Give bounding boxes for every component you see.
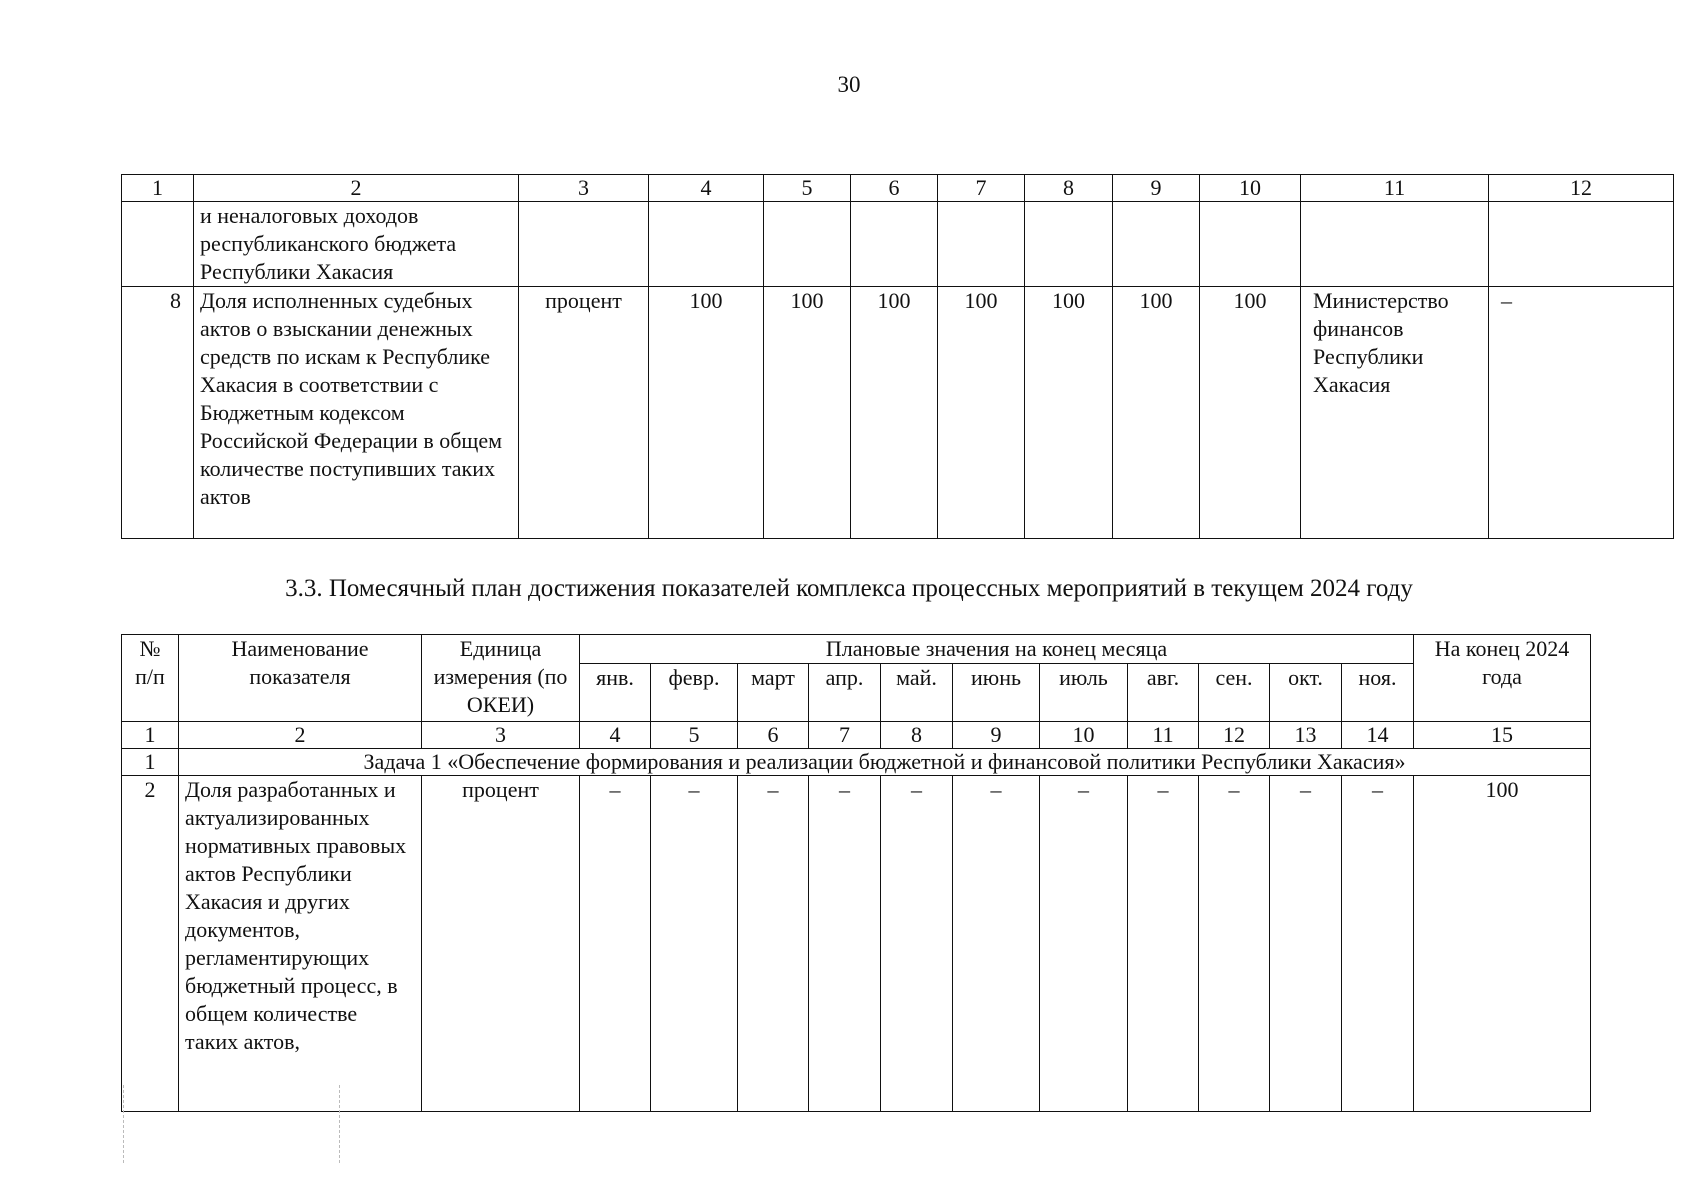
month-value: –	[651, 776, 738, 1112]
indicator-name: Доля разработанных и актуализированных нормативных правовых актов Республики Хакасия и других документов, регламентирующих бюджетный процесс, в общем количестве таких актов,	[179, 776, 422, 1112]
value-cell: 100	[764, 287, 851, 539]
column-header-name: Наименование показателя	[179, 635, 422, 722]
column-index: 4	[649, 175, 764, 202]
indicator-name: и неналоговых доходов республиканского бюджета Республики Хакасия	[194, 202, 519, 287]
column-index: 6	[738, 722, 809, 749]
row-number	[122, 202, 194, 287]
column-index: 4	[580, 722, 651, 749]
column-index: 1	[122, 722, 179, 749]
column-index: 10	[1040, 722, 1128, 749]
empty-cell	[1025, 202, 1113, 287]
empty-cell	[1301, 202, 1489, 287]
monthly-plan-table	[121, 634, 1591, 1112]
month-value: –	[953, 776, 1040, 1112]
column-index: 2	[194, 175, 519, 202]
column-index: 3	[519, 175, 649, 202]
column-index: 11	[1301, 175, 1489, 202]
task-row	[122, 749, 1591, 776]
column-index: 2	[179, 722, 422, 749]
faded-stamp-image	[123, 1085, 340, 1163]
column-index: 12	[1199, 722, 1270, 749]
column-index: 12	[1489, 175, 1674, 202]
column-index: 6	[851, 175, 938, 202]
month-value: –	[1342, 776, 1414, 1112]
month-header: окт.	[1270, 664, 1342, 722]
column-index: 14	[1342, 722, 1414, 749]
empty-cell	[1113, 202, 1200, 287]
responsible-cell: Министерство финансов Республики Хакасия	[1301, 287, 1489, 539]
column-index: 5	[651, 722, 738, 749]
month-header: сен.	[1199, 664, 1270, 722]
empty-cell	[938, 202, 1025, 287]
empty-cell	[1200, 202, 1301, 287]
section-title: 3.3. Помесячный план достижения показателей комплекса процессных мероприятий в текущем 2024 году	[285, 575, 1413, 602]
month-header: май.	[881, 664, 953, 722]
value-cell: 100	[851, 287, 938, 539]
column-index: 9	[1113, 175, 1200, 202]
empty-cell	[1489, 202, 1674, 287]
column-index: 3	[422, 722, 580, 749]
value-cell: 100	[649, 287, 764, 539]
unit-cell: процент	[519, 287, 649, 539]
column-index: 7	[809, 722, 881, 749]
month-header: март	[738, 664, 809, 722]
column-header-number: № п/п	[122, 635, 179, 722]
column-index-row	[122, 175, 1674, 202]
value-cell: 100	[938, 287, 1025, 539]
column-index: 11	[1128, 722, 1199, 749]
column-index: 8	[881, 722, 953, 749]
column-index: 8	[1025, 175, 1113, 202]
month-value: –	[738, 776, 809, 1112]
task-title: Задача 1 «Обеспечение формирования и реализации бюджетной и финансовой политики Республики Хакасия»	[179, 749, 1591, 776]
month-value: –	[881, 776, 953, 1112]
indicator-name: Доля исполненных судебных актов о взыскании денежных средств по искам к Республике Хакасия в соответствии с Бюджетным кодексом Российской Федерации в общем количестве поступивших таких актов	[194, 287, 519, 539]
row-number: 2	[122, 776, 179, 1112]
header-row	[122, 635, 1591, 664]
month-header: июль	[1040, 664, 1128, 722]
row-number: 8	[122, 287, 194, 539]
column-header-end: На конец 2024 года	[1414, 635, 1591, 722]
value-cell: 100	[1200, 287, 1301, 539]
column-index: 15	[1414, 722, 1591, 749]
note-cell: –	[1489, 287, 1674, 539]
column-index: 10	[1200, 175, 1301, 202]
column-header-plan: Плановые значения на конец месяца	[580, 635, 1414, 664]
month-value: –	[580, 776, 651, 1112]
empty-cell	[764, 202, 851, 287]
month-value: –	[809, 776, 881, 1112]
month-header: авг.	[1128, 664, 1199, 722]
column-index-row	[122, 722, 1591, 749]
table-row	[122, 202, 1674, 287]
empty-cell	[519, 202, 649, 287]
indicators-table-continuation	[121, 174, 1674, 539]
value-cell: 100	[1025, 287, 1113, 539]
month-header: янв.	[580, 664, 651, 722]
column-index: 9	[953, 722, 1040, 749]
month-header: февр.	[651, 664, 738, 722]
column-index: 5	[764, 175, 851, 202]
month-value: –	[1128, 776, 1199, 1112]
year-end-value: 100	[1414, 776, 1591, 1112]
value-cell: 100	[1113, 287, 1200, 539]
month-header: апр.	[809, 664, 881, 722]
unit-cell: процент	[422, 776, 580, 1112]
column-index: 13	[1270, 722, 1342, 749]
page-number: 30	[837, 72, 861, 97]
month-header: ноя.	[1342, 664, 1414, 722]
column-header-unit: Единица измерения (по ОКЕИ)	[422, 635, 580, 722]
column-index: 7	[938, 175, 1025, 202]
table-row	[122, 287, 1674, 539]
month-header: июнь	[953, 664, 1040, 722]
column-index: 1	[122, 175, 194, 202]
empty-cell	[851, 202, 938, 287]
empty-cell	[649, 202, 764, 287]
month-value: –	[1199, 776, 1270, 1112]
month-value: –	[1270, 776, 1342, 1112]
month-value: –	[1040, 776, 1128, 1112]
task-number: 1	[122, 749, 179, 776]
table-row	[122, 776, 1591, 1112]
